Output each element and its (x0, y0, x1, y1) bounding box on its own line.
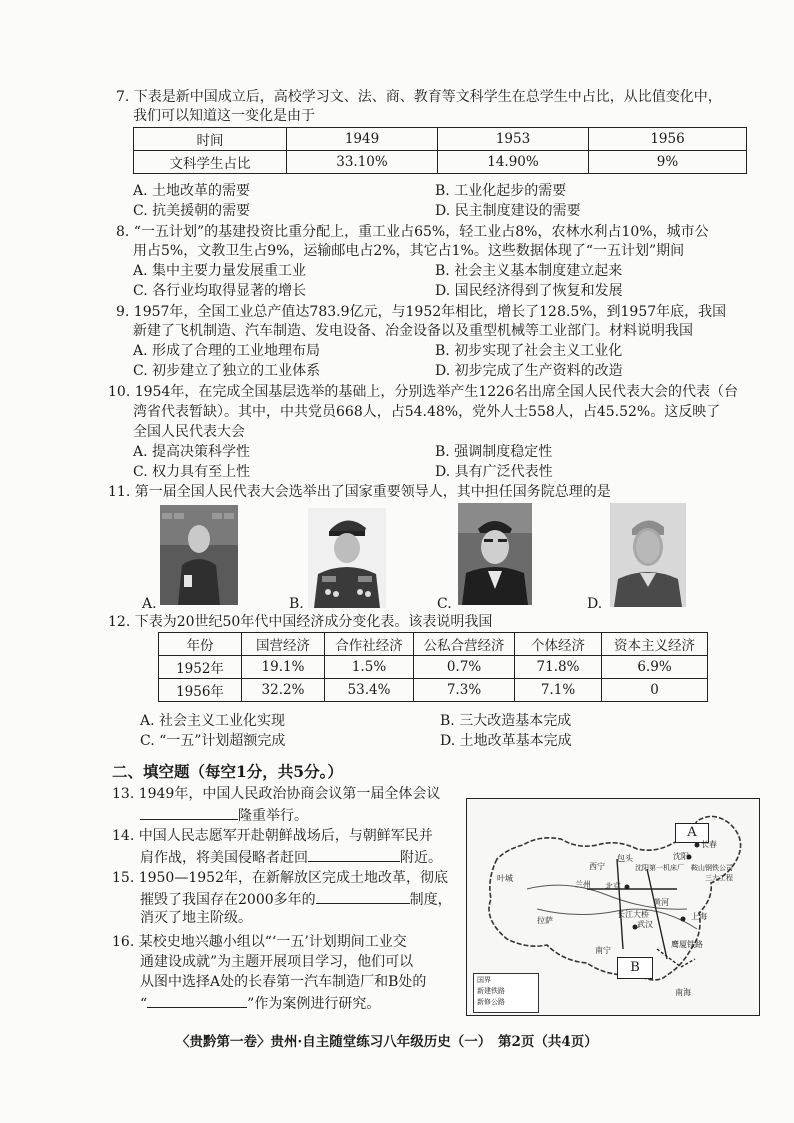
q12-table (158, 632, 708, 702)
map-place: 上海 (691, 912, 707, 921)
table-cell: 71.8% (515, 656, 602, 679)
table-row (134, 151, 747, 174)
table-cell: 7.1% (515, 679, 602, 702)
map-place: 三大工程 (705, 874, 733, 882)
table-cell: 资本主义经济 (602, 633, 708, 656)
q15-answer-blank[interactable] (316, 888, 410, 904)
q12-option-b[interactable]: B. 三大改造基本完成 (440, 713, 572, 729)
photo-option-d[interactable] (610, 503, 686, 607)
map-place: 北京 (605, 882, 621, 891)
photo-option-c[interactable] (458, 503, 532, 605)
table-cell: 年份 (159, 633, 242, 656)
q15-line3: 消灭了地主阶级。 (140, 910, 252, 926)
table-cell: 1.5% (325, 656, 414, 679)
map-place: 武汉 (637, 920, 653, 929)
map-place: 鞍山钢铁公司 (691, 864, 733, 872)
q15-line1: 15. 1950—1952年，在新解放区完成土地改革，彻底 (112, 870, 448, 886)
map-place: 沈阳 (673, 852, 689, 861)
q11-option-a[interactable]: A. (142, 596, 157, 612)
q10-stem-line2: 湾省代表暂缺）。其中，中共党员668人，占54.48%，党外人士558人，占45.52%。这反映了 (133, 404, 721, 420)
map-place: 兰州 (575, 880, 591, 889)
table-cell: 14.90% (438, 151, 589, 174)
q13-answer-blank[interactable] (140, 804, 238, 820)
q9-option-c[interactable]: C. 初步建立了独立的工业体系 (133, 363, 321, 379)
table-cell: 19.1% (242, 656, 325, 679)
map-place: 黄河 (653, 898, 669, 907)
q14-line1: 14. 中国人民志愿军开赴朝鲜战场后，与朝鲜军民并 (112, 828, 433, 844)
map-place: 长春 (701, 840, 717, 849)
q11-option-d[interactable]: D. (587, 596, 603, 612)
q16-line2: 通建设成就”为主题开展项目学习，他们可以 (140, 954, 414, 970)
q13-line1: 13. 1949年，中国人民政治协商会议第一届全体会议 (112, 786, 441, 802)
q15-line2-pre: 摧毁了我国存在2000多年的 (140, 892, 316, 908)
table-cell: 6.9% (602, 656, 708, 679)
q16-line4 (140, 992, 380, 1014)
table-row (159, 633, 708, 656)
q10-stem-line3: 全国人民代表大会 (133, 424, 245, 440)
map-label-a: A (675, 823, 709, 843)
map-place: 长江大桥 (617, 910, 649, 919)
q8-option-c[interactable]: C. 各行业均取得显著的增长 (133, 283, 307, 299)
table-cell: 1949 (287, 128, 438, 151)
table-cell: 9% (589, 151, 747, 174)
q8-option-b[interactable]: B. 社会主义基本制度建立起来 (435, 263, 623, 279)
map-place: 南海 (675, 988, 691, 997)
q8-stem-line1: 8. “一五计划”的基建投资比重分配上，重工业占65%，轻工业占8%，农林水利占10%，城市公 (116, 224, 709, 240)
q7-option-b[interactable]: B. 工业化起步的需要 (435, 183, 567, 199)
table-cell: 7.3% (414, 679, 515, 702)
q7-option-d[interactable]: D. 民主制度建设的需要 (435, 203, 581, 219)
table-cell: 文科学生占比 (134, 151, 287, 174)
table-cell: 时间 (134, 128, 287, 151)
map-legend (473, 973, 539, 1013)
q16-line4-pre: “ (140, 996, 148, 1012)
q9-option-d[interactable]: D. 初步完成了生产资料的改造 (435, 363, 623, 379)
q9-option-b[interactable]: B. 初步实现了社会主义工业化 (435, 343, 623, 359)
photo-option-b[interactable] (308, 508, 386, 608)
q8-option-d[interactable]: D. 国民经济得到了恢复和发展 (435, 283, 623, 299)
table-row (159, 679, 708, 702)
q14-line2-post: 附近。 (400, 850, 442, 866)
q9-option-a[interactable]: A. 形成了合理的工业地理布局 (133, 343, 321, 359)
table-cell: 32.2% (242, 679, 325, 702)
table-cell: 个体经济 (515, 633, 602, 656)
page-footer: 〈贵黔第一卷〉贵州·自主随堂练习八年级历史（一） 第2页（共4页） (176, 1034, 598, 1050)
map-place: 沈阳第一机床厂 (635, 864, 684, 872)
map-place: 南宁 (595, 946, 611, 955)
table-cell: 合作社经济 (325, 633, 414, 656)
q7-option-a[interactable]: A. 土地改革的需要 (133, 183, 251, 199)
q15-line2 (140, 888, 452, 910)
q10-option-b[interactable]: B. 强调制度稳定性 (435, 444, 553, 460)
map-legend-item: 国界 (477, 976, 491, 984)
q13-line2 (140, 804, 308, 826)
q7-table (133, 127, 747, 174)
q10-option-c[interactable]: C. 权力具有至上性 (133, 464, 251, 480)
table-cell: 53.4% (325, 679, 414, 702)
q7-option-c[interactable]: C. 抗美援朝的需要 (133, 203, 251, 219)
table-cell: 33.10% (287, 151, 438, 174)
q10-option-a[interactable]: A. 提高决策科学性 (133, 444, 251, 460)
q14-line2-pre: 肩作战，将美国侵略者赶回 (140, 850, 308, 866)
table-cell: 公私合营经济 (414, 633, 515, 656)
map-legend-item: 新修公路 (477, 998, 505, 1006)
q15-line2-post: 制度， (409, 892, 452, 908)
q8-option-a[interactable]: A. 集中主要力量发展重工业 (133, 263, 307, 279)
q11-option-b[interactable]: B. (289, 596, 304, 612)
photo-option-a[interactable] (160, 505, 238, 605)
map-legend-item: 新建铁路 (477, 987, 505, 995)
map-place: 鹰厦铁路 (671, 940, 703, 949)
q14-line2 (140, 846, 442, 868)
q10-stem-line1: 10. 1954年，在完成全国基层选举的基础上，分别选举产生1226名出席全国人民代表大会的代表（台 (108, 384, 738, 400)
table-cell: 1953 (438, 128, 589, 151)
table-cell: 1956年 (159, 679, 242, 702)
map-place: 叶城 (497, 874, 513, 883)
q7-stem-line2: 我们可以知道这一变化是由于 (133, 108, 315, 124)
map-label-b: B (617, 957, 653, 979)
q13-line2-text: 隆重举行。 (238, 808, 308, 824)
q9-stem-line1: 9. 1957年，全国工业总产值达783.9亿元，与1952年相比，增长了128.5%，到1957年底，我国 (116, 304, 727, 320)
table-cell: 0.7% (414, 656, 515, 679)
q16-line4-post: ”作为案例进行研究。 (247, 996, 381, 1012)
q8-stem-line2: 用占5%，文教卫生占9%，运输邮电占2%，其它占1%。这些数据体现了“一五计划”期间 (133, 243, 685, 259)
q12-option-c[interactable]: C. “一五”计划超额完成 (140, 733, 286, 749)
table-row (134, 128, 747, 151)
table-cell: 0 (602, 679, 708, 702)
table-cell: 1952年 (159, 656, 242, 679)
table-cell: 1956 (589, 128, 747, 151)
q16-line1: 16. 某校史地兴趣小组以“‘一五’计划期间工业交 (112, 934, 407, 950)
table-row (159, 656, 708, 679)
q11-stem: 11. 第一届全国人民代表大会选举出了国家重要领导人，其中担任国务院总理的是 (108, 484, 611, 500)
q7-stem-line1: 7. 下表是新中国成立后，高校学习文、法、商、教育等文科学生在总学生中占比，从比值变化中， (116, 89, 722, 105)
section-title: 二、填空题（每空1分，共5分。） (112, 762, 343, 781)
q12-option-a[interactable]: A. 社会主义工业化实现 (140, 713, 286, 729)
q11-option-c[interactable]: C. (437, 596, 452, 612)
map-place: 包头 (617, 854, 633, 863)
q12-stem: 12. 下表为20世纪50年代中国经济成分变化表。该表说明我国 (108, 614, 493, 630)
q14-answer-blank[interactable] (308, 846, 400, 862)
q12-option-d[interactable]: D. 土地改革基本完成 (440, 733, 572, 749)
map-place: 拉萨 (537, 916, 553, 925)
industry-map (466, 798, 760, 1016)
table-cell: 国营经济 (242, 633, 325, 656)
q10-option-d[interactable]: D. 具有广泛代表性 (435, 464, 553, 480)
q16-answer-blank[interactable] (147, 992, 247, 1008)
q16-line3: 从图中选择A处的长春第一汽车制造厂和B处的 (140, 974, 427, 990)
map-place: 西宁 (589, 862, 605, 871)
q9-stem-line2: 新建了飞机制造、汽车制造、发电设备、冶金设备以及重型机械等工业部门。材料说明我国 (133, 323, 693, 339)
